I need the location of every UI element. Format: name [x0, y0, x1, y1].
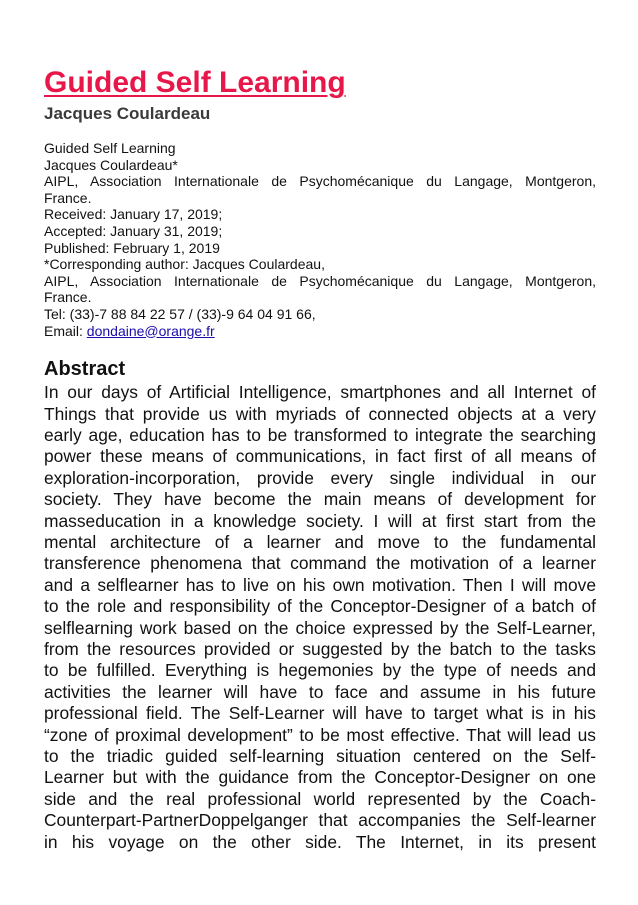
- paper-page: [44, 66, 596, 853]
- meta-received-date: Received: January 17, 2019;: [44, 206, 223, 223]
- abstract-line: transference phenomena that command the motivation of a learner: [44, 553, 596, 574]
- meta-affiliation-line-1: AIPL, Association Internationale de Psychomécanique du Langage, Montgeron,: [44, 173, 596, 190]
- paper-author: Jacques Coulardeau: [44, 104, 211, 123]
- abstract-line: Learner but with the guidance from the Conceptor-Designer on one: [44, 767, 596, 788]
- abstract-line: to the role and responsibility of the Conceptor-Designer of a batch of: [44, 596, 596, 617]
- email-link[interactable]: dondaine@orange.fr: [86, 322, 215, 339]
- abstract-line: selflearning work based on the choice expressed by the Self-Learner,: [44, 617, 596, 638]
- abstract-line: In our days of Artificial Intelligence, smartphones and all Internet of: [44, 382, 596, 403]
- meta-author: Jacques Coulardeau*: [44, 156, 178, 173]
- abstract-heading: Abstract: [44, 358, 126, 381]
- abstract-line: to the triadic guided self-learning situation centered on the Self-: [44, 746, 596, 767]
- meta-affiliation-line-2: France.: [44, 189, 92, 206]
- abstract-line: mental architecture of a learner and move to the fundamental: [44, 531, 596, 552]
- abstract-line: “zone of proximal development” to be most effective. That will lead us: [44, 724, 596, 745]
- paper-title: Guided Self Learning: [44, 66, 346, 99]
- abstract-line: masseducation in a knowledge society. I will at first start from the: [44, 510, 596, 531]
- meta-paper-title: Guided Self Learning: [44, 140, 176, 156]
- abstract-line: activities the learner will have to face and assume in his future: [44, 681, 596, 702]
- abstract-line: in his voyage on the other side. The Internet, in its present: [44, 831, 596, 852]
- article-metadata: [44, 140, 596, 339]
- abstract-line: side and the real professional world represented by the Coach-: [44, 788, 596, 809]
- abstract-line: and a selflearner has to live on his own motivation. Then I will move: [44, 574, 596, 595]
- meta-email-line: [44, 323, 596, 340]
- abstract-line: professional field. The Self-Learner will have to target what is in his: [44, 703, 596, 724]
- abstract-line: to be fulfilled. Everything is hegemonies by the type of needs and: [44, 660, 596, 681]
- email-label: Email:: [44, 322, 87, 339]
- abstract-line: society. They have become the main means of development for: [44, 489, 596, 510]
- abstract-line: from the resources provided or suggested by the batch to the tasks: [44, 639, 596, 659]
- abstract-line: exploration-incorporation, provide every single individual in our: [44, 467, 596, 488]
- abstract-line: Things that provide us with myriads of connected objects at a very: [44, 403, 596, 424]
- abstract-line: power these means of communications, in fact first of all means of: [44, 446, 596, 467]
- meta-accepted-date: Accepted: January 31, 2019;: [44, 222, 223, 239]
- abstract-body: [44, 382, 596, 853]
- meta-corresponding-author: *Corresponding author: Jacques Coulardeau,: [44, 256, 325, 273]
- meta-published-date: Published: February 1, 2019: [44, 239, 220, 256]
- abstract-line: Counterpart-PartnerDoppelganger that accompanies the Self-learner: [44, 810, 596, 831]
- meta-telephone: Tel: (33)-7 88 84 22 57 / (33)-9 64 04 91 66,: [44, 305, 316, 322]
- abstract-line: early age, education has to be transformed to integrate the searching: [44, 424, 596, 445]
- meta-corresponding-affiliation-line-1: AIPL, Association Internationale de Psychomécanique du Langage, Montgeron,: [44, 272, 596, 289]
- meta-corresponding-affiliation-line-2: France.: [44, 289, 92, 306]
